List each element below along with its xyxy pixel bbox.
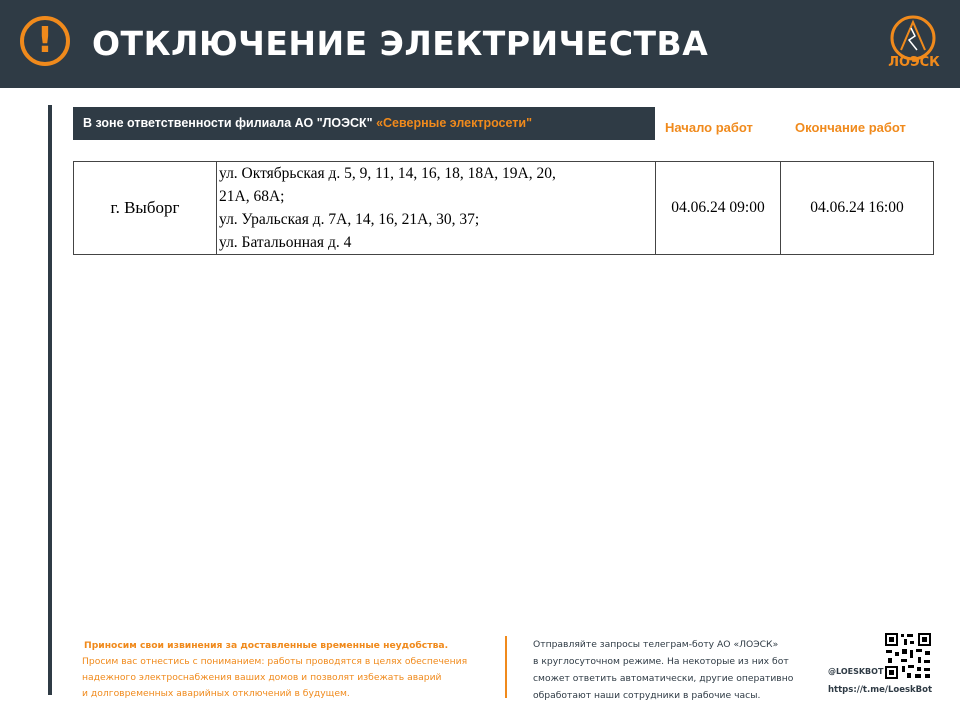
address-line: ул. Уральская д. 7А, 14, 16, 21А, 30, 37;	[219, 211, 480, 228]
apology-title: Приносим свои извинения за доставленные временные неудобства.	[84, 640, 449, 651]
warning-icon: !	[20, 16, 70, 66]
footer-divider	[505, 636, 507, 698]
bot-line: Отправляйте запросы телеграм-боту АО «ЛОЭСК»	[533, 639, 779, 650]
qr-code-icon[interactable]	[884, 632, 932, 680]
address-cell	[217, 162, 656, 255]
responsibility-zone-banner	[73, 107, 655, 140]
apology-line: Просим вас отнестись с пониманием: работы проводятся в целях обеспечения	[82, 656, 468, 667]
bot-note	[533, 636, 823, 704]
address-line: ул. Батальонная д. 4	[219, 234, 352, 251]
end-time-cell: 04.06.24 16:00	[781, 162, 934, 255]
telegram-bot-link[interactable]: https://t.me/LoeskBot	[828, 685, 933, 695]
zone-branch: «Северные электросети"	[376, 116, 533, 130]
address-line: 21А, 68А;	[219, 188, 285, 205]
start-time-cell: 04.06.24 09:00	[656, 162, 781, 255]
apology-line: и долговременных аварийных отключений в будущем.	[82, 688, 350, 699]
column-header-end: Окончание работ	[795, 120, 906, 135]
bot-line: сможет ответить автоматически, другие оперативно	[533, 673, 794, 684]
header-bar	[0, 0, 960, 88]
table-row	[74, 162, 934, 255]
bot-line: в круглосуточном режиме. На некоторые из них бот	[533, 656, 789, 667]
page-title: ОТКЛЮЧЕНИЕ ЭЛЕКТРИЧЕСТВА	[92, 24, 709, 63]
address-line: ул. Октябрьская д. 5, 9, 11, 14, 16, 18, 18А, 19А, 20,	[219, 165, 556, 182]
left-accent-bar	[48, 105, 52, 695]
zone-prefix: В зоне ответственности филиала АО "ЛОЭСК"	[83, 116, 377, 130]
city-cell: г. Выборг	[74, 162, 217, 255]
apology-note	[82, 638, 492, 702]
column-header-start: Начало работ	[665, 120, 753, 135]
logo-text: ЛОЭСК	[888, 55, 940, 70]
apology-line: надежного электроснабжения ваших домов и позволят избежать аварий	[82, 672, 442, 683]
telegram-bot-name: @LOESKBOT	[828, 667, 884, 676]
outage-table	[73, 161, 934, 255]
bot-line: обработают наши сотрудники в рабочие часы.	[533, 690, 761, 701]
